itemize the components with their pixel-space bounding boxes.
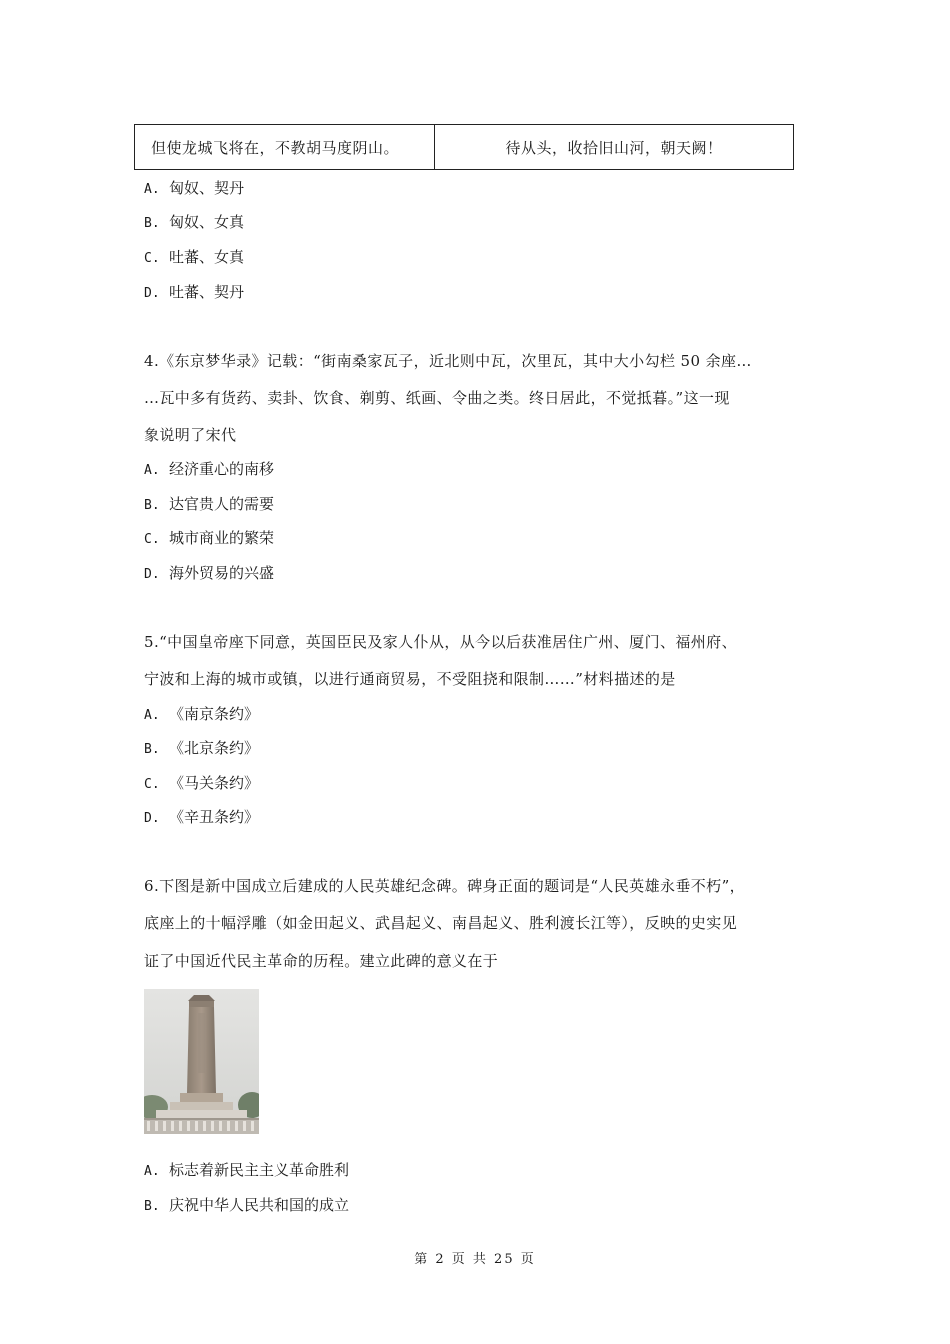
q3-option-b: B. 匈奴、女真 [144,213,245,231]
poem-cell-right: 待从头，收拾旧山河，朝天阙！ [505,138,723,157]
q3-option-c: C. 吐蕃、女真 [144,248,245,266]
q6-option-a: A. 标志着新民主主义革命胜利 [144,1161,350,1179]
q3-option-a: A. 匈奴、契丹 [144,179,245,197]
q6-stem-line-2: 底座上的十幅浮雕（如金田起义、武昌起义、南昌起义、胜利渡长江等），反映的史实见 [144,914,738,932]
q6-option-b: B. 庆祝中华人民共和国的成立 [144,1196,350,1214]
q4-option-b: B. 达官贵人的需要 [144,495,275,513]
monument-photo [144,989,259,1134]
q5-stem-line-1: 5.“中国皇帝座下同意，英国臣民及家人仆从，从今以后获准居住广州、厦门、福州府、 [144,633,737,651]
q5-stem-line-2: 宁波和上海的城市或镇，以进行通商贸易，不受阻挠和限制……”材料描述的是 [144,670,676,688]
q4-option-c: C. 城市商业的繁荣 [144,529,275,547]
q5-option-c: C. 《马关条约》 [144,774,260,792]
poem-cell-left: 但使龙城飞将在，不教胡马度阴山。 [135,125,435,169]
q4-stem-line-2: …瓦中多有货药、卖卦、饮食、剃剪、纸画、令曲之类。终日居此，不觉抵暮。”这一现 [144,389,730,407]
q6-stem-line-3: 证了中国近代民主革命的历程。建立此碑的意义在于 [144,952,499,970]
q4-stem-line-1: 4.《东京梦华录》记载：“街南桑家瓦子，近北则中瓦，次里瓦，其中大小勾栏 50 余座… [144,352,752,370]
q4-option-a: A. 经济重心的南移 [144,460,275,478]
q5-option-a: A. 《南京条约》 [144,705,260,723]
poem-table [134,124,794,170]
q4-stem-line-3: 象说明了宋代 [144,426,237,444]
q5-option-b: B. 《北京条约》 [144,739,260,757]
q6-stem-line-1: 6.下图是新中国成立后建成的人民英雄纪念碑。碑身正面的题词是“人民英雄永垂不朽”， [144,877,746,895]
page-footer: 第 2 页 共 25 页 [414,1252,536,1267]
q3-option-d: D. 吐蕃、契丹 [144,283,245,301]
q5-option-d: D. 《辛丑条约》 [144,808,260,826]
q4-option-d: D. 海外贸易的兴盛 [144,564,275,582]
